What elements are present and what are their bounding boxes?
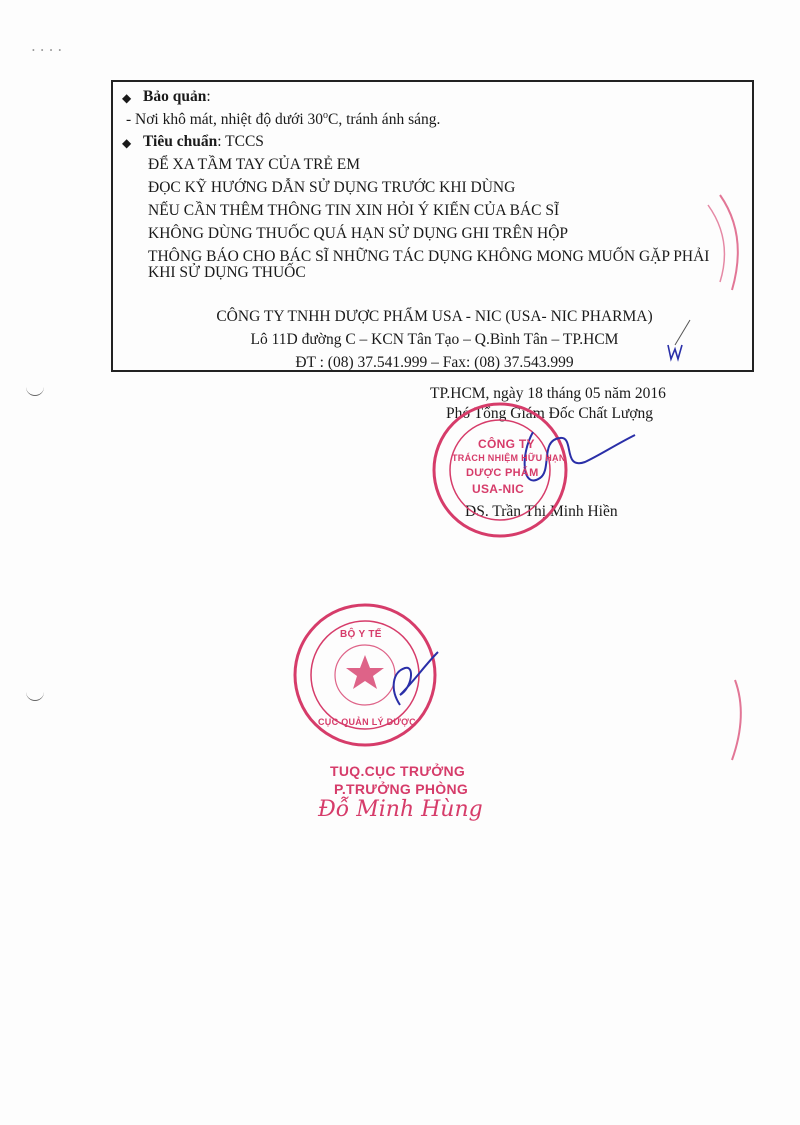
company-stamp-line4: USA-NIC [472,482,525,496]
storage-line: - Nơi khô mát, nhiệt độ dưới 30$^o$C, tránh ánh sáng. [126,110,441,129]
company-phone: ĐT : (08) 37.541.999 – Fax: (08) 37.543.999 [295,354,574,371]
ministry-stamp-bottom: CỤC QUẢN LÝ DƯỢC [318,717,416,727]
signer-position: Phó Tổng Giám Đốc Chất Lượng [446,405,654,422]
approval-line2: P.TRƯỞNG PHÒNG [334,781,469,797]
warning-line: KHÔNG DÙNG THUỐC QUÁ HẠN SỬ DỤNG GHI TRÊN HỘP [148,225,569,242]
company-name: CÔNG TY TNHH DƯỢC PHẨM USA - NIC (USA- NIC PHARMA) [216,308,653,325]
bullet-diamond-icon: ◆ [122,136,132,150]
bullet-diamond-icon: ◆ [122,91,132,105]
standard-heading: Tiêu chuẩn: TCCS [143,133,264,150]
margin-stamp-fragment [732,680,741,760]
place-date: TP.HCM, ngày 18 tháng 05 năm 2016 [430,385,666,402]
scan-dots: •••• [32,46,68,55]
edge-stamp-fragment [708,195,738,290]
company-stamp-line3: DƯỢC PHẨM [466,467,539,479]
warning-line: KHI SỬ DỤNG THUỐC [148,264,306,281]
approval-name: Đỗ Minh Hùng [318,797,483,822]
warning-line: ĐỌC KỸ HƯỚNG DẪN SỬ DỤNG TRƯỚC KHI DÙNG [148,179,516,196]
company-stamp-line2: TRÁCH NHIỆM HỮU HẠN [452,453,566,463]
company-address: Lô 11D đường C – KCN Tân Tạo – Q.Bình Tân – TP.HCM [250,331,619,348]
ministry-stamp-top: BỘ Y TẾ [340,629,382,640]
initials-mark [668,345,682,359]
warning-line: NẾU CẦN THÊM THÔNG TIN XIN HỎI Ý KIẾN CỦA BÁC SĨ [148,202,560,219]
storage-heading: Bảo quản: [143,88,211,105]
approval-line1: TUQ.CỤC TRƯỞNG [330,763,466,779]
company-stamp-line1: CÔNG TY [478,437,535,451]
signer-name: DS. Trần Thị Minh Hiền [465,503,618,520]
warning-line: THÔNG BÁO CHO BÁC SĨ NHỮNG TÁC DỤNG KHÔNG MONG MUỐN GẶP PHẢI [148,248,710,265]
initials-stroke [675,320,690,345]
warning-line: ĐỂ XA TẦM TAY CỦA TRẺ EM [148,156,361,173]
